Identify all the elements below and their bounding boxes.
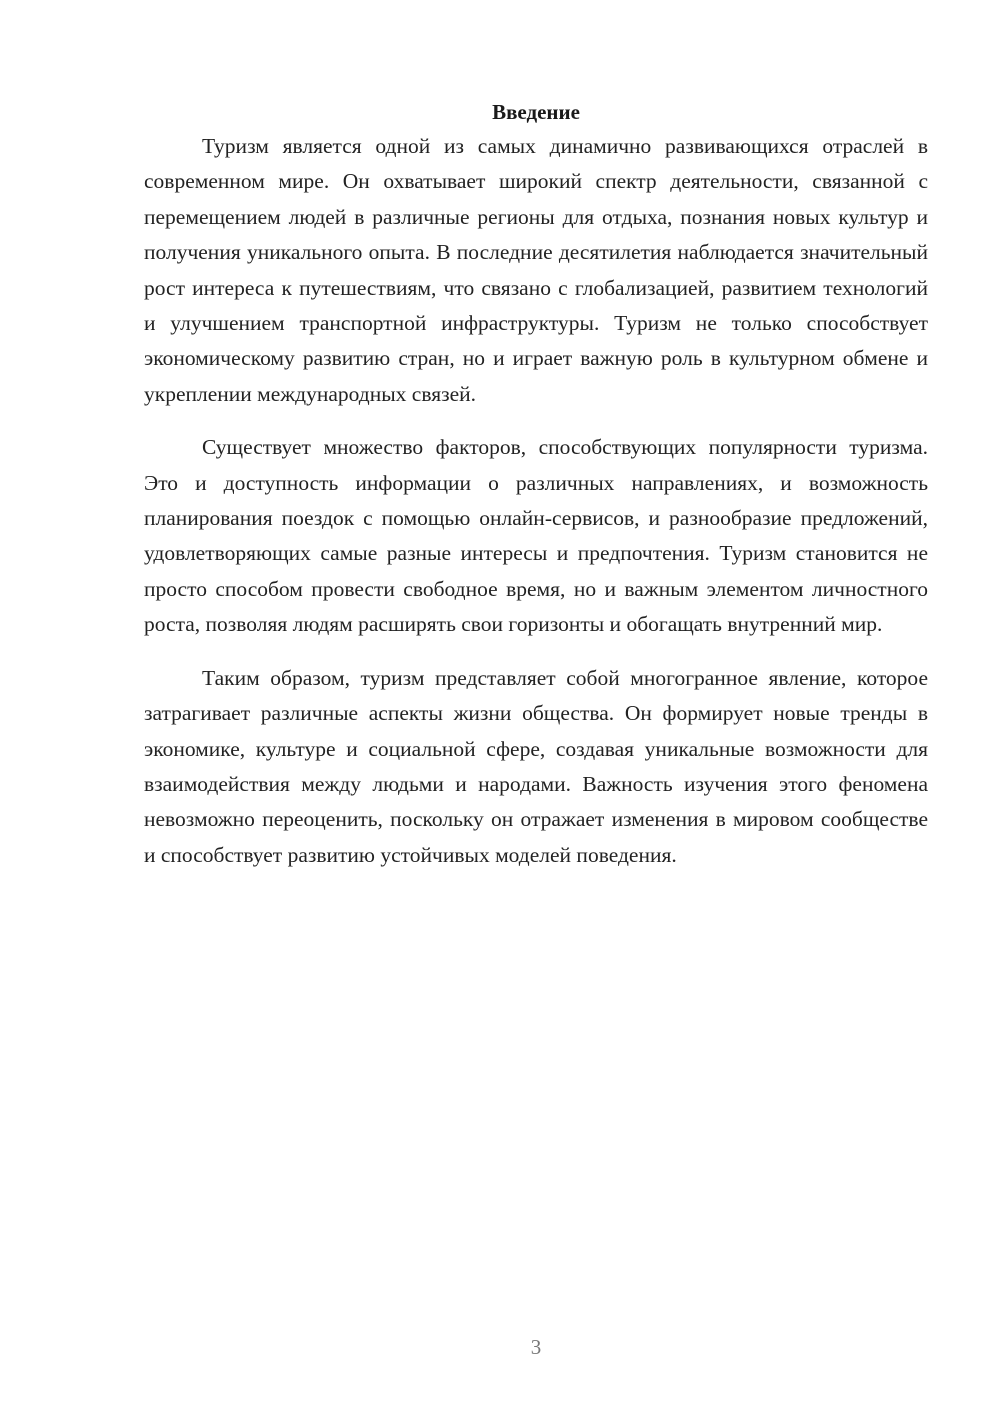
section-heading: Введение	[492, 100, 580, 124]
page-number: 3	[530, 1335, 542, 1359]
paragraph-1: Туризм является одной из самых динамично развивающихся отраслей в современном мире. Он охватывает широкий спектр деятельности, связанной с перемещением людей в различные регионы для отдыха, познания новых культур и получения уникального опыта. В последние десятилетия наблюдается значительный рост интереса к путешествиям, что связано с глобализацией, развитием технологий и улучшением транспортной инфраструктуры. Туризм не только способствует экономическому развитию стран, но и играет важную роль в культурном обмене и укреплении международных связей.	[144, 134, 928, 406]
paragraph-2: Существует множество факторов, способствующих популярности туризма. Это и доступность информации о различных направлениях, и возможность планирования поездок с помощью онлайн-сервисов, и разнообразие предложений, удовлетворяющих самые разные интересы и предпочтения. Туризм становится не просто способом провести свободное время, но и важным элементом личностного роста, позволяя людям расширять свои горизонты и обогащать внутренний мир.	[144, 435, 928, 637]
page-content	[144, 96, 928, 873]
paragraph-3: Таким образом, туризм представляет собой многогранное явление, которое затрагивает различные аспекты жизни общества. Он формирует новые тренды в экономике, культуре и социальной сфере, создавая уникальные возможности для взаимодействия между людьми и народами. Важность изучения этого феномена невозможно переоценить, поскольку он отражает изменения в мировом сообществе и способствует развитию устойчивых моделей поведения.	[144, 665, 928, 867]
